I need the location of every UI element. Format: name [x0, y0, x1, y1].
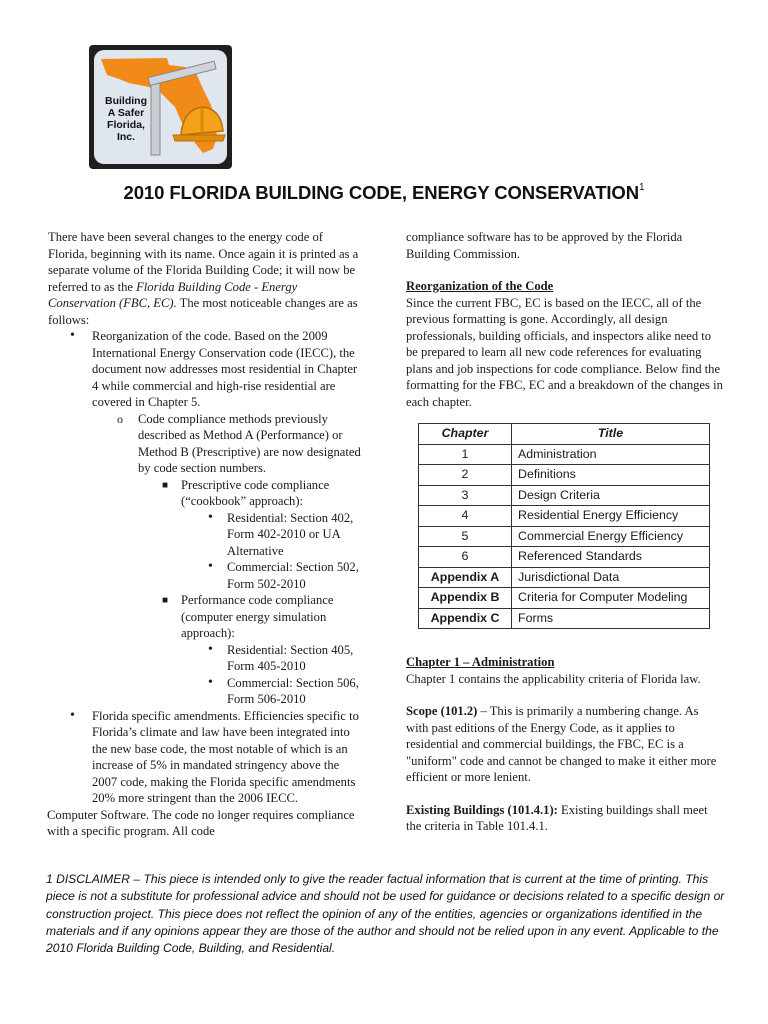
existing-buildings-paragraph: Existing Buildings (101.4.1): Existing buildings shall meet the criteria in Table 101.4.1.: [406, 802, 708, 833]
intro-paragraph: There have been several changes to the energy code of Florida, beginning with its name. Once again it is printed as a separate volume of the Florida Building Code; it will now be referred to as the Florida Building Code - Energy Conservation (FBC, EC). The most noticeable changes are as follows:: [48, 230, 359, 327]
table-row: Appendix B Criteria for Computer Modeling: [419, 588, 710, 609]
chapter-1-heading: Chapter 1 – Administration: [406, 655, 555, 669]
footnote-marker: 1: [638, 181, 645, 193]
list-item: • Commercial: Section 506, Form 506-2010: [208, 674, 359, 706]
table-row: 1 Administration: [419, 444, 710, 465]
table-header-row: [419, 424, 710, 445]
right-column-lower: [406, 654, 724, 835]
table-row: 6 Referenced Standards: [419, 547, 710, 568]
software-paragraph-continued: compliance software has to be approved by the Florida Building Commission.: [406, 230, 683, 261]
list-item: ■ Performance code compliance (computer energy simulation approach):: [162, 593, 334, 640]
list-item: • Reorganization of the code. Based on the 2009 International Energy Conservation code (IECC), the document now addresses most residential in Chapter 4 while commercial and high-rise residential are covered in Chapter 5.: [70, 328, 358, 409]
column-header-title: Title: [512, 424, 710, 445]
scope-paragraph: Scope (101.2) – This is primarily a numbering change. As with past editions of the Energy Code, as it applies to residential and commercial buildings, the FBC, EC is a "uniform" code and cannot be changed to make it either more efficient or more lenient.: [406, 704, 717, 784]
reorganization-heading: Reorganization of the Code: [406, 279, 554, 293]
software-paragraph: Computer Software. The code no longer requires compliance with a specific program. All code: [47, 807, 355, 838]
disclaimer-footnote: 1 DISCLAIMER – This piece is intended only to give the reader factual information that is current at the time of printing. This piece is not a substitute for professional advice and should not be used for guidance or decisions related to a specific design or construction project. This piece does not reflect the opinion of any of the entities, agencies or organizations identified in the materials and if any opinions appear they are those of the author and should not be relied upon in any event. Applicable to the 2010 Florida Building Code, Building, and Residential.: [46, 872, 725, 956]
table-row: Appendix C Forms: [419, 608, 710, 629]
column-header-chapter: Chapter: [419, 424, 512, 445]
page-title: 2010 FLORIDA BUILDING CODE, ENERGY CONSERVATION$^1$: [123, 181, 645, 203]
list-item: • Florida specific amendments. Efficiencies specific to Florida’s climate and law have been integrated into the new base code, the most notable of which is an increase of 5% in mandated stringency above the 2007 code, making the Florida specific amendments 20% more stringent than the 2006 IECC.: [70, 707, 359, 805]
table-row: Appendix A Jurisdictional Data: [419, 567, 710, 588]
table-row: 2 Definitions: [419, 465, 710, 486]
list-item: • Residential: Section 405, Form 405-2010: [208, 641, 354, 673]
list-item: o Code compliance methods previously described as Method A (Performance) or Method B (Prescriptive) are now designated by code section numbers.: [117, 411, 361, 475]
reorganization-paragraph: Since the current FBC, EC is based on the IECC, all of the previous formatting is gone. Accordingly, all design professionals, building officials, and inspectors alike need to be prepared to learn all new code references for evaluating plans and job inspections for code compliance. Below find the formatting for the FBC, EC and a breakdown of the changes in each chapter.: [406, 295, 723, 409]
chapter-1-paragraph: Chapter 1 contains the applicability criteria of Florida law.: [406, 671, 701, 686]
logo-wordmark: Building A Safer Florida, Inc.: [105, 95, 147, 143]
list-item: ■ Prescriptive code compliance (“cookbook” approach):: [162, 477, 330, 508]
right-column: [406, 229, 724, 410]
table-row: 5 Commercial Energy Efficiency: [419, 526, 710, 547]
chapter-table: [418, 423, 710, 629]
logo: [89, 45, 232, 169]
table-row: 4 Residential Energy Efficiency: [419, 506, 710, 527]
list-item: • Commercial: Section 502, Form 502-2010: [208, 559, 359, 591]
left-column: [47, 229, 365, 840]
table-row: 3 Design Criteria: [419, 485, 710, 506]
list-item: • Residential: Section 402, Form 402-2010 or UA Alternative: [208, 509, 354, 558]
